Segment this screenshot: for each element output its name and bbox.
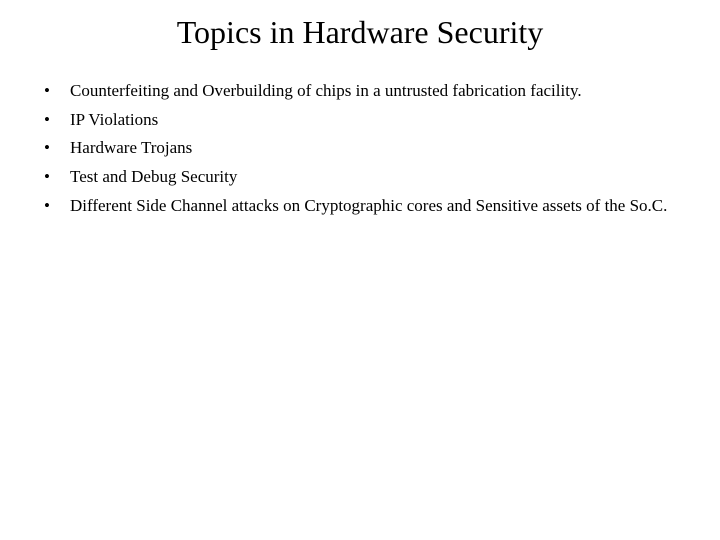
bullet-text: Different Side Channel attacks on Cryptographic cores and Sensitive assets of the So.C. [70, 195, 668, 215]
bullet-text: Hardware Trojans [70, 138, 193, 158]
bullet-icon: • [44, 109, 50, 129]
bullet-item-side-channel-attacks [44, 192, 694, 221]
bullet-icon: • [44, 195, 50, 215]
bullet-text: Test and Debug Security [70, 167, 238, 187]
bullet-text: IP Violations [70, 109, 159, 129]
bullet-item-test-debug-security [44, 163, 694, 192]
bullet-icon: • [44, 81, 50, 100]
bullet-item-counterfeiting [44, 77, 694, 106]
bullet-item-ip-violations [44, 106, 694, 135]
bullet-list [44, 77, 694, 221]
bullet-item-hardware-trojans [44, 134, 694, 163]
bullet-icon: • [44, 167, 50, 187]
slide-title: Topics in Hardware Security [176, 14, 544, 50]
bullet-text: Counterfeiting and Overbuilding of chips in a untrusted fabrication facility. [70, 81, 582, 100]
bullet-icon: • [44, 138, 50, 158]
